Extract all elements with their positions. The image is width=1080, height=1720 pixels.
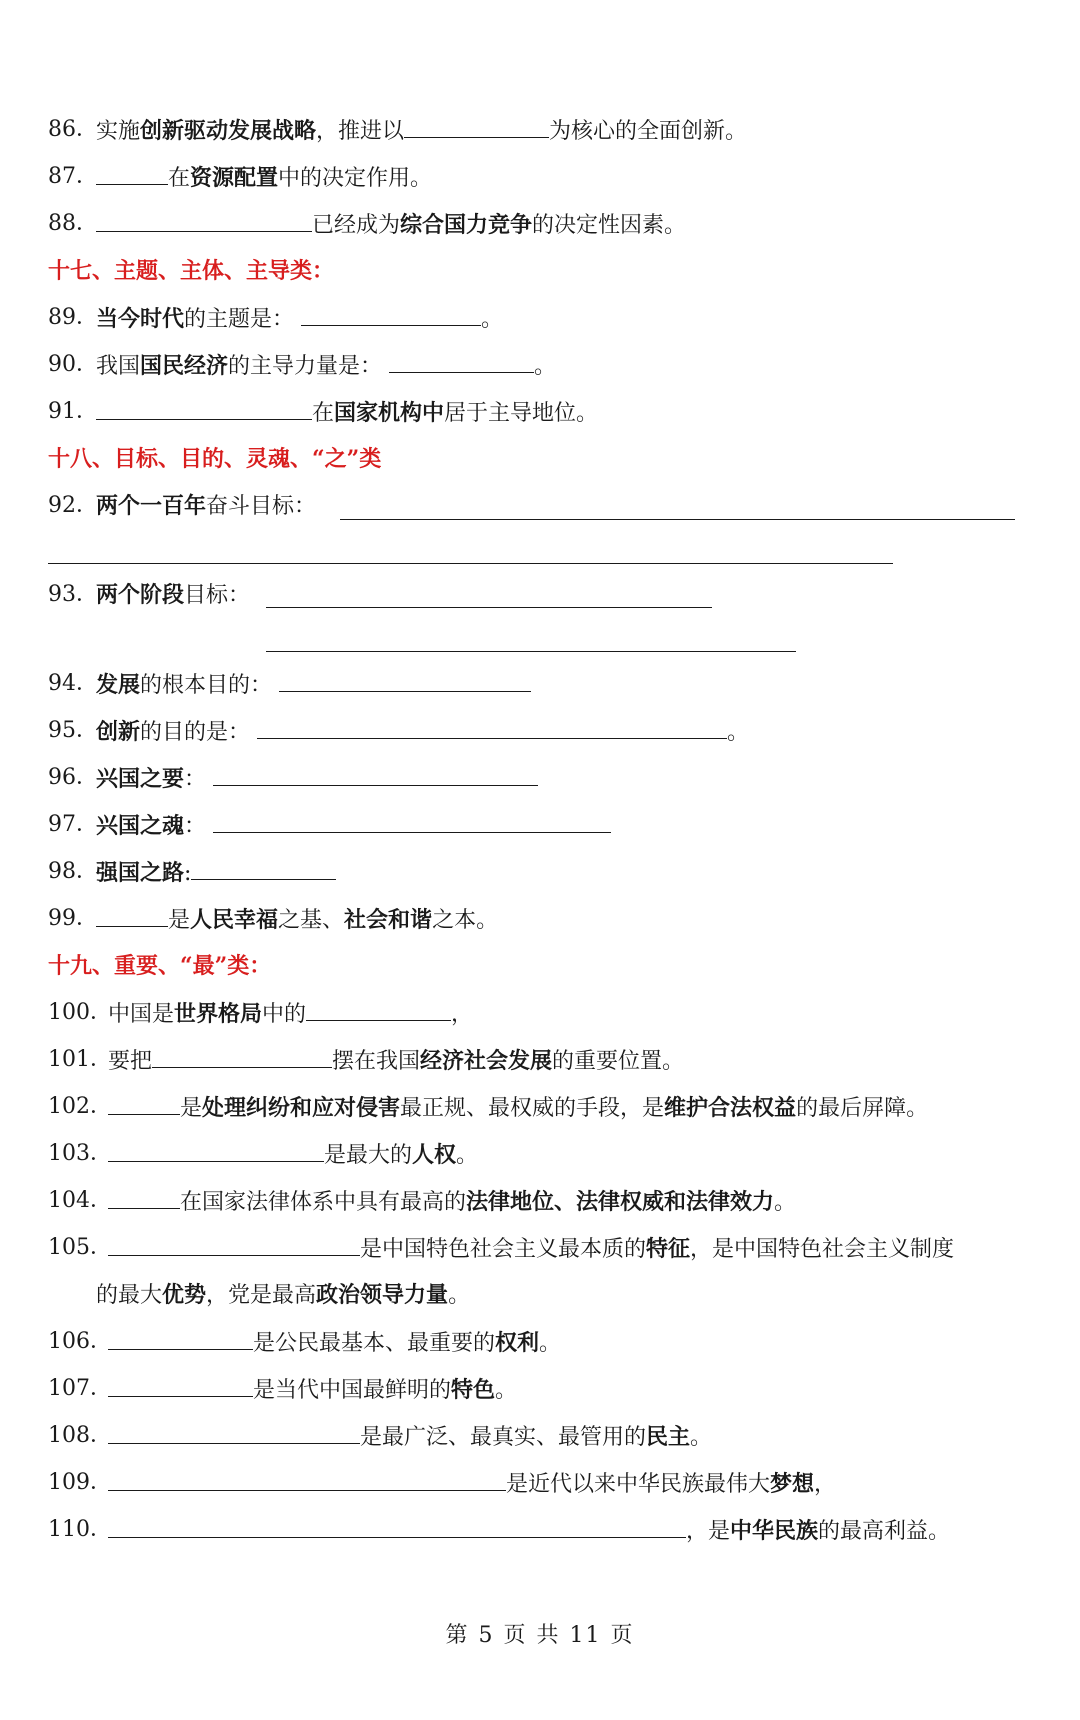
answer-blank[interactable]	[340, 519, 1015, 520]
answer-blank[interactable]	[213, 763, 538, 786]
answer-blank-continuation[interactable]	[48, 563, 893, 564]
answer-blank[interactable]	[108, 1468, 506, 1491]
answer-blank[interactable]	[108, 1139, 324, 1162]
answer-blank[interactable]	[404, 115, 549, 138]
answer-blank[interactable]	[96, 397, 312, 420]
answer-blank[interactable]	[108, 1186, 180, 1209]
document-page: 86． 实施创新驱动发展战略，推进以 为核心的全面创新。 87． 在资源配置中的决定作用。 88． 已经成为综合国力竞争的决定性因素。 十七、主题、主体、主导类： 89． 当今时代的主题是： 。 90． 我国国民经济的主导力量是： 。 91． 在国家机构中居于主导地位。 十八、目标、目的、灵魂、“之”类 92． 两个一百年奋斗目标： 93． 两个阶段目标： 94． 发展的根本目的： 95． 创新的目的是： 。 96． 兴国之要： 97． 兴国之魂： 98． 强国之路: 99． 是人民幸福之基、社会和谐之本。 十九、重要、“最”类： 100． 中国是世界格局中的 ， 101． 要把 摆在我国经济社会发展的重要位置。 102． 是处理纠纷和应对侵害最正规、最权威的手段，是维护合法权益的最后屏障。 103． 是最大的人权。 104． 在国家法律体系中具有最高的法律地位、法律权威和法律效力。 105． 是中国特色社会主义最本质的特征，是中国特色社会主义制度 的最大优势，党是最高政治领导力量。 106． 是公民最基本、最重要的权利。 107． 是当代中国最鲜明的特色。 108． 是最广泛、最真实、最管用的民主。 109． 是近代以来中华民族最伟大梦想， 110． ，是中华民族的最高利益。 第 5 页 共 11 页	[0, 0, 1080, 1720]
answer-blank[interactable]	[389, 350, 534, 373]
answer-blank[interactable]	[152, 1045, 332, 1068]
answer-blank[interactable]	[108, 1374, 253, 1397]
answer-blank[interactable]	[257, 716, 727, 739]
answer-blank[interactable]	[96, 162, 168, 185]
answer-blank[interactable]	[213, 810, 611, 833]
answer-blank[interactable]	[108, 1233, 360, 1256]
answer-blank[interactable]	[108, 1515, 686, 1538]
answer-blank[interactable]	[266, 607, 712, 608]
answer-blank[interactable]	[191, 857, 336, 880]
page-number-footer: 第 5 页 共 11 页	[445, 1623, 635, 1648]
answer-blank[interactable]	[301, 303, 481, 326]
answer-blank[interactable]	[306, 998, 451, 1021]
answer-blank[interactable]	[108, 1327, 253, 1350]
answer-blank-continuation[interactable]	[266, 651, 796, 652]
answer-blank[interactable]	[96, 209, 312, 232]
answer-blank[interactable]	[96, 904, 168, 927]
answer-blank[interactable]	[108, 1092, 180, 1115]
answer-blank[interactable]	[108, 1421, 360, 1444]
answer-blank[interactable]	[279, 669, 531, 692]
